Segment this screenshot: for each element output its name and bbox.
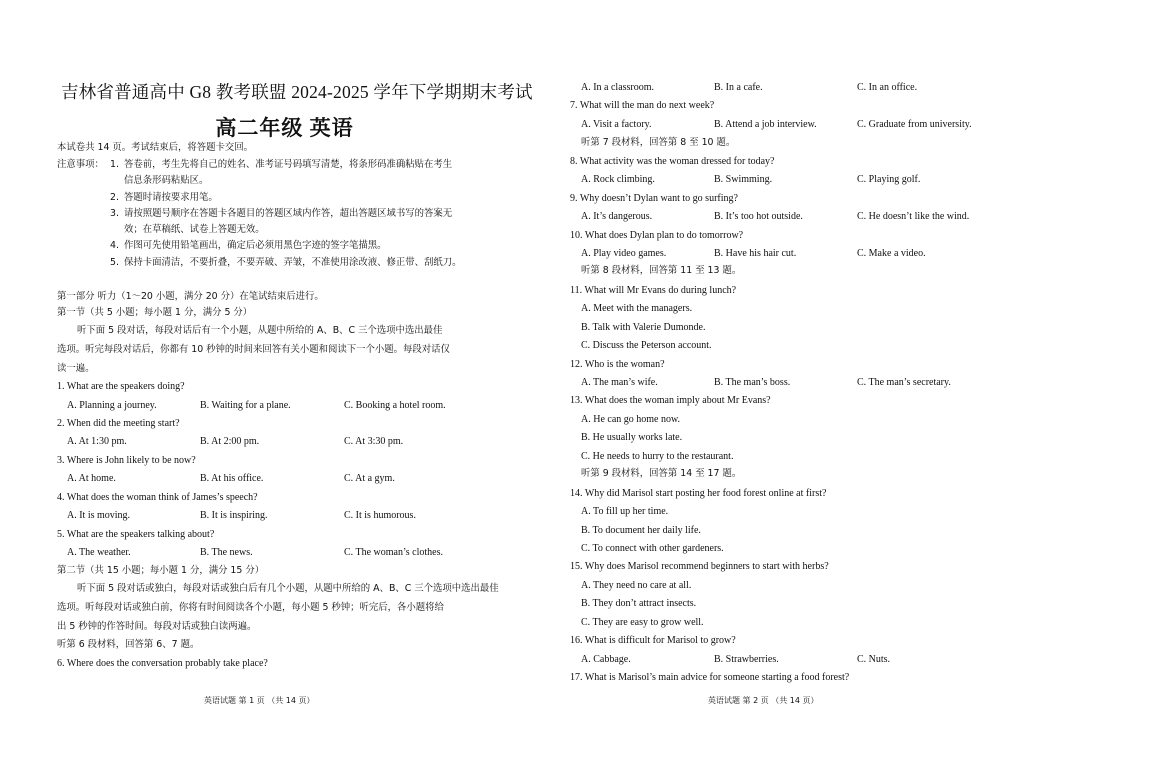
option-4b[interactable]: B. It is inspiring. — [200, 510, 268, 521]
question-13: 13. What does the woman imply about Mr Evans? — [570, 395, 771, 406]
option-7a[interactable]: A. Visit a factory. — [581, 119, 652, 130]
option-6a[interactable]: A. In a classroom. — [581, 82, 655, 93]
option-13a[interactable]: A. He can go home now. — [581, 414, 681, 425]
question-11: 11. What will Mr Evans do during lunch? — [570, 285, 737, 296]
section1-heading: 第一节（共 5 小题；每小题 1 分，满分 5 分） — [57, 307, 253, 318]
question-3: 3. Where is John likely to be now? — [57, 455, 196, 466]
question-16: 16. What is difficult for Marisol to grow? — [570, 635, 736, 646]
note-2: 2. 答题时请按要求用笔。 — [110, 192, 218, 203]
option-12a[interactable]: A. The man’s wife. — [581, 377, 658, 388]
question-4: 4. What does the woman think of James’s speech? — [57, 492, 258, 503]
option-2c[interactable]: C. At 3:30 pm. — [344, 436, 404, 447]
option-10a[interactable]: A. Play video games. — [581, 248, 667, 259]
note-4: 4. 作图可先使用铅笔画出，确定后必须用黑色字迹的签字笔描黑。 — [110, 240, 387, 251]
option-3b[interactable]: B. At his office. — [200, 473, 264, 484]
option-13c[interactable]: C. He needs to hurry to the restaurant. — [581, 451, 734, 462]
option-7b[interactable]: B. Attend a job interview. — [714, 119, 817, 130]
option-10b[interactable]: B. Have his hair cut. — [714, 248, 797, 259]
question-14: 14. Why did Marisol start posting her food forest online at first? — [570, 488, 827, 499]
question-17: 17. What is Marisol’s main advice for someone starting a food forest? — [570, 672, 850, 683]
exam-subtitle: 高二年级 英语 — [215, 116, 354, 140]
material-7-note: 听第 7 段材料，回答第 8 至 10 题。 — [581, 137, 736, 148]
question-8: 8. What activity was the woman dressed for today? — [570, 156, 775, 167]
option-16a[interactable]: A. Cabbage. — [581, 654, 631, 665]
option-15c[interactable]: C. They are easy to grow well. — [581, 617, 704, 628]
question-7: 7. What will the man do next week? — [570, 100, 715, 111]
question-6: 6. Where does the conversation probably take place? — [57, 658, 268, 669]
option-9a[interactable]: A. It’s dangerous. — [581, 211, 653, 222]
option-14c[interactable]: C. To connect with other gardeners. — [581, 543, 724, 554]
option-16c[interactable]: C. Nuts. — [857, 654, 891, 665]
option-9c[interactable]: C. He doesn’t like the wind. — [857, 211, 970, 222]
intro-line: 本试卷共 14 页。考试结束后，将答题卡交回。 — [57, 142, 254, 153]
note-5: 5. 保持卡面清洁，不要折叠，不要弄破、弄皱，不准使用涂改液、修正带、刮纸刀。 — [110, 257, 462, 268]
note-3-cont: 效；在草稿纸、试卷上答题无效。 — [124, 224, 265, 235]
question-9: 9. Why doesn’t Dylan want to go surfing? — [570, 193, 738, 204]
question-10: 10. What does Dylan plan to do tomorrow? — [570, 230, 744, 241]
option-1b[interactable]: B. Waiting for a plane. — [200, 400, 291, 411]
option-8b[interactable]: B. Swimming. — [714, 174, 773, 185]
question-12: 12. Who is the woman? — [570, 359, 665, 370]
question-1: 1. What are the speakers doing? — [57, 381, 185, 392]
option-1c[interactable]: C. Booking a hotel room. — [344, 400, 446, 411]
option-4c[interactable]: C. It is humorous. — [344, 510, 416, 521]
material-8-note: 听第 8 段材料，回答第 11 至 13 题。 — [581, 265, 742, 276]
notes-label: 注意事项： — [57, 159, 104, 170]
option-5c[interactable]: C. The woman’s clothes. — [344, 547, 443, 558]
section2-heading: 第二节（共 15 小题；每小题 1 分，满分 15 分） — [57, 565, 265, 576]
option-16b[interactable]: B. Strawberries. — [714, 654, 779, 665]
option-10c[interactable]: C. Make a video. — [857, 248, 926, 259]
note-1-cont: 信息条形码粘贴区。 — [124, 175, 209, 186]
option-2b[interactable]: B. At 2:00 pm. — [200, 436, 260, 447]
option-4a[interactable]: A. It is moving. — [67, 510, 131, 521]
option-7c[interactable]: C. Graduate from university. — [857, 119, 972, 130]
option-11a[interactable]: A. Meet with the managers. — [581, 303, 693, 314]
page-2-footer: 英语试题 第 2 页 （共 14 页） — [708, 696, 819, 705]
option-11c[interactable]: C. Discuss the Peterson account. — [581, 340, 712, 351]
option-12c[interactable]: C. The man’s secretary. — [857, 377, 951, 388]
exam-title: 吉林省普通高中 G8 教考联盟 2024-2025 学年下学期期末考试 — [61, 82, 533, 102]
question-15: 15. Why does Marisol recommend beginners to start with herbs? — [570, 561, 829, 572]
section2-instructions: 听下面 5 段对话或独白，每段对话或独白后有几个小题，从题中所给的 A、B、C 三个选项中选出最佳 选项。听每段对话或独白前，你将有时间阅读各个小题，每小题 5 秒钟；听完后，各小题将给 出 5 秒钟的作答时间。每段对话或独白读两遍。 — [57, 583, 499, 632]
option-5a[interactable]: A. The weather. — [67, 547, 131, 558]
option-15a[interactable]: A. They need no care at all. — [581, 580, 692, 591]
section1-instructions: 听下面 5 段对话，每段对话后有一个小题，从题中所给的 A、B、C 三个选项中选出最佳 选项。听完每段对话后，你都有 10 秒钟的时间来回答有关小题和阅读下一个小题。每段对话仅 读一遍。 — [57, 325, 450, 374]
option-9b[interactable]: B. It’s too hot outside. — [714, 211, 803, 222]
option-5b[interactable]: B. The news. — [200, 547, 253, 558]
part1-heading: 第一部分 听力（1～20 小题，满分 20 分）在笔试结束后进行。 — [57, 291, 324, 302]
option-3c[interactable]: C. At a gym. — [344, 473, 395, 484]
question-2: 2. When did the meeting start? — [57, 418, 180, 429]
question-5: 5. What are the speakers talking about? — [57, 529, 215, 540]
option-11b[interactable]: B. Talk with Valerie Dumonde. — [581, 322, 706, 333]
option-3a[interactable]: A. At home. — [67, 473, 116, 484]
option-8a[interactable]: A. Rock climbing. — [581, 174, 655, 185]
note-1: 1. 答卷前，考生先将自己的姓名、准考证号码填写清楚，将条形码准确粘贴在考生 — [110, 159, 453, 170]
option-6b[interactable]: B. In a cafe. — [714, 82, 763, 93]
option-8c[interactable]: C. Playing golf. — [857, 174, 921, 185]
option-1a[interactable]: A. Planning a journey. — [67, 400, 157, 411]
option-12b[interactable]: B. The man’s boss. — [714, 377, 791, 388]
material-9-note: 听第 9 段材料，回答第 14 至 17 题。 — [581, 468, 742, 479]
option-2a[interactable]: A. At 1:30 pm. — [67, 436, 127, 447]
page-1-footer: 英语试题 第 1 页 （共 14 页） — [204, 696, 315, 705]
option-14b[interactable]: B. To document her daily life. — [581, 525, 701, 536]
option-13b[interactable]: B. He usually works late. — [581, 432, 683, 443]
option-14a[interactable]: A. To fill up her time. — [581, 506, 669, 517]
option-15b[interactable]: B. They don’t attract insects. — [581, 598, 697, 609]
material-6-note: 听第 6 段材料，回答第 6、7 题。 — [57, 639, 200, 650]
note-3: 3. 请按照题号顺序在答题卡各题目的答题区域内作答，超出答题区域书写的答案无 — [110, 208, 453, 219]
option-6c[interactable]: C. In an office. — [857, 82, 918, 93]
